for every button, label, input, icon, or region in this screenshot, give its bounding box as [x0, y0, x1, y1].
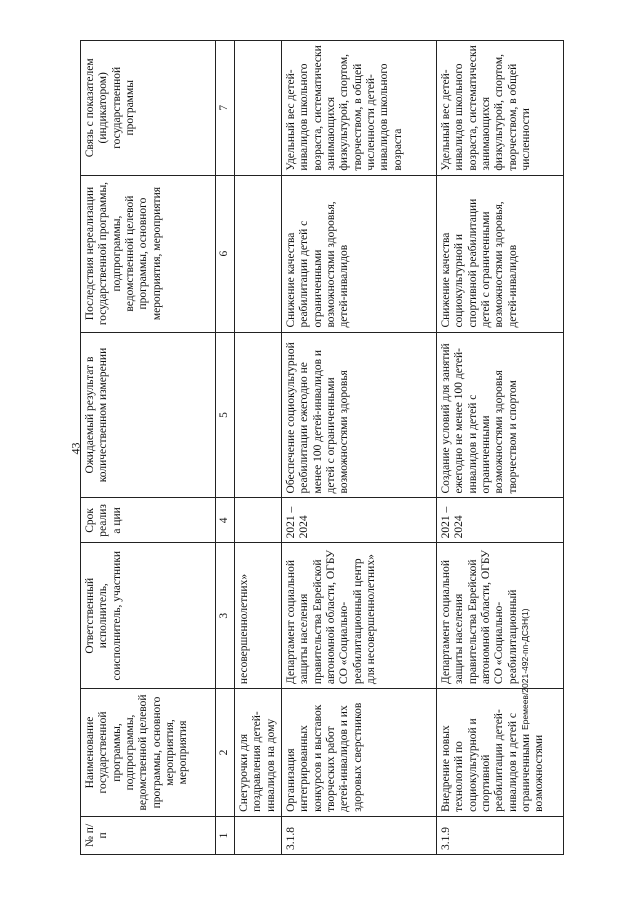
row-num: 3.1.9	[437, 816, 564, 854]
header-term: Срок реализа ции	[81, 498, 216, 543]
row-consequences: Снижение качества реабилитации детей с ограниченными возможностями здоровья, детей-инвалидов	[282, 175, 437, 332]
row-term: 2021 – 2024	[282, 498, 437, 543]
header-responsible: Ответственный исполнитель, соисполнитель, участники	[81, 543, 216, 689]
col-number: 4	[216, 498, 235, 543]
table-row	[235, 41, 282, 855]
row-responsible: несовершеннолетних»	[235, 543, 282, 689]
row-indicator: Удельный вес детей-инвалидов школьного возраста, систематически занимающихся физкультурой, спортом, творчеством, в общей численности	[437, 41, 564, 176]
row-name: Внедрение новых технологий по социокультурной и спортивной реабилитации детей-инвалидов и детей с ограниченными возможностями	[437, 689, 564, 817]
header-num: № п/п	[81, 816, 216, 854]
row-result	[235, 332, 282, 498]
page-number: 43	[68, 442, 83, 455]
row-consequences: Снижение качества социокультурной и спортивной реабилитации детей с ограниченными возможностями здоровья, детей-инвалидов	[437, 175, 564, 332]
header-consequences: Последствия нереализации государственной программы, подпрограммы, ведомственной целевой программы, основного мероприятия, мероприятия	[81, 175, 216, 332]
col-number: 3	[216, 543, 235, 689]
table-row	[437, 41, 564, 855]
col-number: 1	[216, 816, 235, 854]
table-row	[282, 41, 437, 855]
program-measures-table	[80, 40, 564, 855]
row-indicator	[235, 41, 282, 176]
column-number-row	[216, 41, 235, 855]
row-name: Снегурочки для поздравления детей-инвалидов на дому	[235, 689, 282, 817]
col-number: 6	[216, 175, 235, 332]
col-number: 7	[216, 41, 235, 176]
header-indicator: Связь с показателем (индикатором) государственной программы	[81, 41, 216, 176]
row-result: Обеспечение социокультурной реабилитации ежегодно не менее 100 детей-инвалидов и детей с ограниченными возможностями здоровья	[282, 332, 437, 498]
header-name: Наименование государственной программы, подпрограммы, ведомственной целевой программы, основного мероприятия, мероприятия	[81, 689, 216, 817]
row-consequences	[235, 175, 282, 332]
row-name: Организация интегрированных конкурсов и выставок творческих работ детей-инвалидов и их здоровых сверстников	[282, 689, 437, 817]
header-result: Ожидаемый результат в количественном измерении	[81, 332, 216, 498]
row-num: 3.1.8	[282, 816, 437, 854]
row-responsible: Департамент социальной защиты населения правительства Еврейской автономной области, ОГБУ СО «Социально-реабилитационный	[437, 543, 564, 689]
document-id-footer: Еремеев/2021-492-пп-ДСЗН(1)	[520, 608, 530, 730]
row-result: Создание условий для занятий ежегодно не менее 100 детей-инвалидов и детей с ограниченными возможностями здоровья творчеством и спортом	[437, 332, 564, 498]
col-number: 5	[216, 332, 235, 498]
row-indicator: Удельный вес детей-инвалидов школьного возраста, систематически занимающихся физкультурой, спортом, творчеством, в общей численности детей-инвалидов школьного возраста	[282, 41, 437, 176]
row-term	[235, 498, 282, 543]
row-responsible: Департамент социальной защиты населения правительства Еврейской автономной области, ОГБУ СО «Социально-реабилитационный центр для несовершеннолетних»	[282, 543, 437, 689]
col-number: 2	[216, 689, 235, 817]
rotated-table-container	[80, 40, 595, 855]
row-term: 2021 – 2024	[437, 498, 564, 543]
row-num	[235, 816, 282, 854]
table-header-row	[81, 41, 216, 855]
